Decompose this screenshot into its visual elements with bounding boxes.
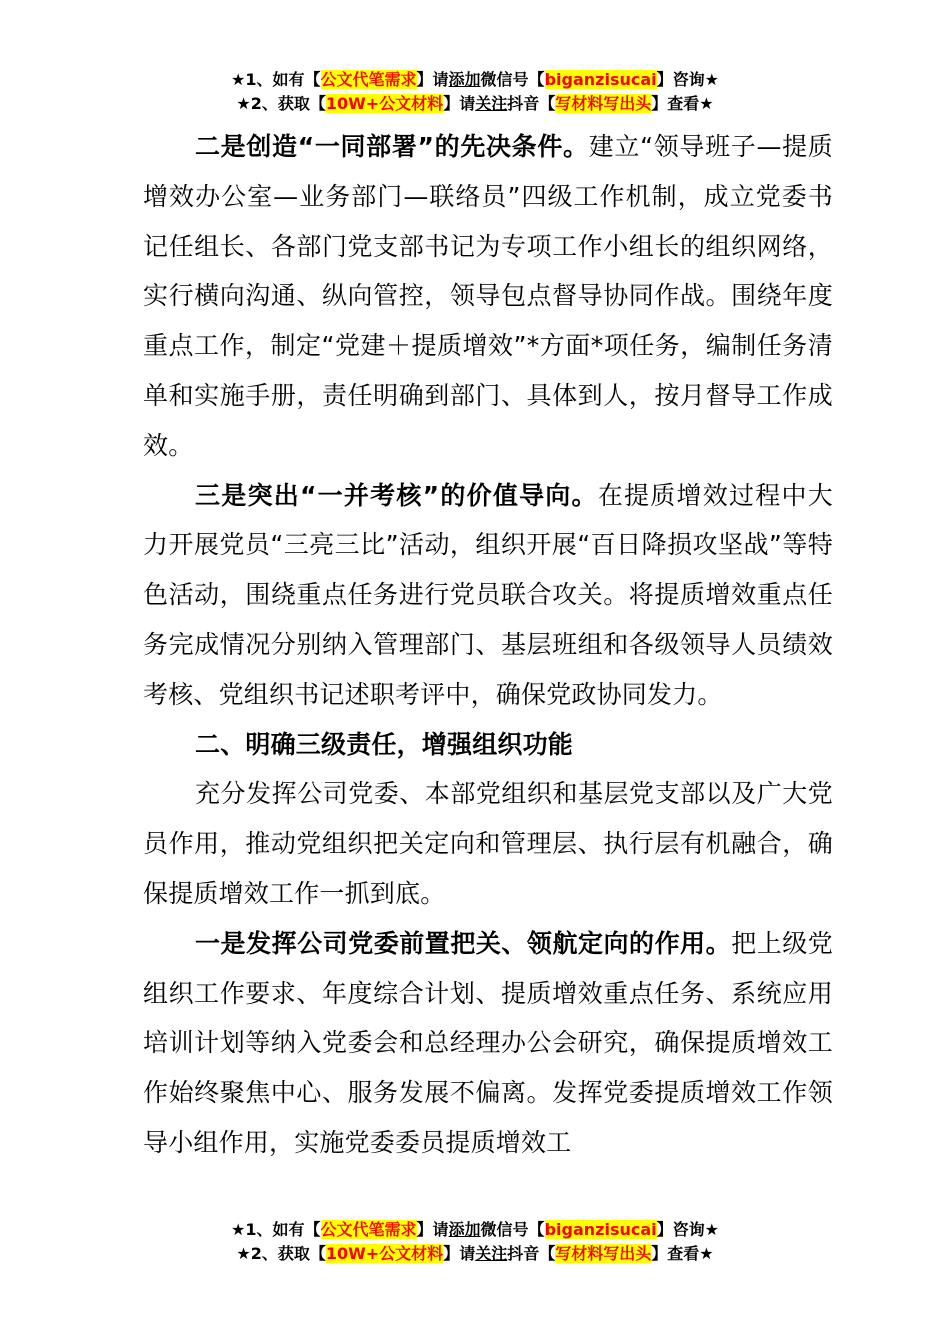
banner-highlight: biganzisucai bbox=[544, 70, 657, 89]
banner-text: 】咨询★ bbox=[656, 70, 719, 89]
paragraph-text: 充分发挥公司党委、本部党组织和基层党支部以及广大党员作用，推动党组织把关定向和管理层、执行层有机融合，确保提质增效工作一抓到底。 bbox=[143, 779, 833, 908]
banner-underlined: 添加 bbox=[448, 70, 481, 89]
banner-text: ★2、获取【 bbox=[236, 94, 326, 113]
banner-text: 】查看★ bbox=[651, 1244, 714, 1263]
banner-text: ★1、如有【 bbox=[231, 70, 321, 89]
banner-text: 微信号【 bbox=[480, 1220, 545, 1239]
paragraph-text: 建立“领导班子—提质增效办公室—业务部门—联络员”四级工作机制，成立党委书记任组长、各部门党支部书记为专项工作小组长的组织网络，实行横向沟通、纵向管控，领导包点督导协同作战。围绕年度重点工作，制定“党建＋提质增效”*方面*项任务，编制任务清单和实施手册，责任明确到部门、具体到人，按月督导工作成效。 bbox=[143, 132, 833, 460]
banner-text: ★2、获取【 bbox=[236, 1244, 326, 1263]
banner-text: 抖音【 bbox=[507, 94, 556, 113]
banner-highlight: 写材料写出头 bbox=[555, 94, 652, 113]
banner-line-1 bbox=[0, 1218, 950, 1242]
banner-text: 微信号【 bbox=[480, 70, 545, 89]
banner-text: 】查看★ bbox=[651, 94, 714, 113]
section-heading: 二、明确三级责任，增强组织功能 bbox=[195, 729, 574, 759]
paragraph-2 bbox=[143, 471, 833, 720]
banner-text: ★1、如有【 bbox=[231, 1220, 321, 1239]
banner-highlight: biganzisucai bbox=[544, 1220, 657, 1239]
banner-line-2 bbox=[0, 92, 950, 116]
banner-underlined: 关注 bbox=[475, 1244, 508, 1263]
paragraph-1 bbox=[143, 122, 833, 471]
banner-text: 】请 bbox=[416, 1220, 449, 1239]
footer-banner bbox=[0, 1218, 950, 1266]
banner-highlight: 公文代笔需求 bbox=[320, 70, 417, 89]
banner-text: 】咨询★ bbox=[656, 1220, 719, 1239]
paragraph-text: 把上级党组织工作要求、年度综合计划、提质增效重点任务、系统应用培训计划等纳入党委会和总经理办公会研究，确保提质增效工作始终聚焦中心、服务发展不偏离。发挥党委提质增效工作领导小组作用，实施党委委员提质增效工 bbox=[143, 928, 834, 1157]
banner-line-2 bbox=[0, 1242, 950, 1266]
banner-text: 】请 bbox=[443, 1244, 476, 1263]
paragraph-4 bbox=[143, 919, 833, 1168]
banner-highlight: 10W+公文材料 bbox=[325, 94, 444, 113]
paragraph-lead: 二是创造“一同部署”的先决条件。 bbox=[195, 132, 589, 161]
document-body bbox=[143, 122, 833, 1168]
banner-highlight: 写材料写出头 bbox=[555, 1244, 652, 1263]
banner-text: 】请 bbox=[416, 70, 449, 89]
banner-underlined: 添加 bbox=[448, 1220, 481, 1239]
banner-highlight: 公文代笔需求 bbox=[320, 1220, 417, 1239]
banner-line-1 bbox=[0, 68, 950, 92]
banner-highlight: 10W+公文材料 bbox=[325, 1244, 444, 1263]
header-banner bbox=[0, 68, 950, 116]
banner-text: 】请 bbox=[443, 94, 476, 113]
paragraph-lead: 三是突出“一并考核”的价值导向。 bbox=[195, 480, 598, 510]
paragraph-text: 在提质增效过程中大力开展党员“三亮三比”活动，组织开展“百日降损攻坚战”等特色活动，围绕重点任务进行党员联合攻关。将提质增效重点任务完成情况分别纳入管理部门、基层班组和各级领导人员绩效考核、党组织书记述职考评中，确保党政协同发力。 bbox=[143, 480, 833, 709]
paragraph-3 bbox=[143, 769, 833, 918]
banner-underlined: 关注 bbox=[475, 94, 508, 113]
banner-text: 抖音【 bbox=[507, 1244, 556, 1263]
paragraph-lead: 一是发挥公司党委前置把关、领航定向的作用。 bbox=[195, 928, 732, 958]
